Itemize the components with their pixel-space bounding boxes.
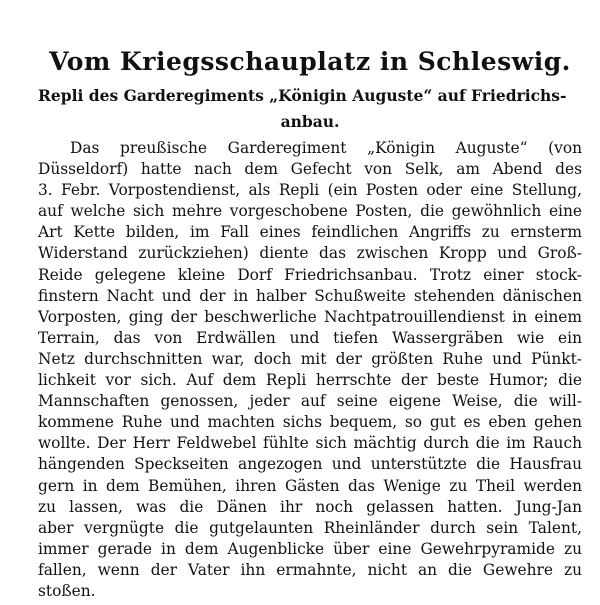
- body-line: hängenden Speckseiten angezogen und unterstützte die Hausfrau: [38, 455, 582, 474]
- body-line: Das preußische Garderegiment „Königin Auguste“ (von: [70, 139, 582, 157]
- article-subheadline-continuation: anbau.: [280, 112, 340, 131]
- body-line: Art Kette bilden, im Fall eines feindlichen Angriffs zu ernsterm: [38, 223, 582, 242]
- article-subheadline: Repli des Garderegiments „Königin Auguste“ auf Friedrichs-: [38, 86, 567, 105]
- body-line: auf welche sich mehre vorgeschobene Posten, die gewöhnlich eine: [38, 202, 582, 221]
- body-line: aber vergnügte die gutgelaunten Rheinländer durch sein Talent,: [38, 518, 582, 537]
- body-line: Vorposten, ging der beschwerliche Nachtpatrouillendienst in einem: [38, 307, 582, 326]
- body-line: wollte. Der Herr Feldwebel fühlte sich mächtig durch die im Rauch: [38, 434, 582, 453]
- body-line: Netz durchschnitten war, doch mit der größten Ruhe und Pünkt-: [38, 349, 582, 368]
- body-line: Terrain, das von Erdwällen und tiefen Wassergräben wie ein: [38, 328, 582, 347]
- body-line: kommene Ruhe und machten sichs bequem, so gut es eben gehen: [38, 413, 582, 432]
- body-line: gern in dem Bemühen, ihren Gästen das Wenige zu Theil werden: [38, 476, 582, 495]
- body-line: immer gerade in dem Augenblicke über eine Gewehrpyramide zu: [38, 539, 582, 558]
- body-line: finstern Nacht und der in halber Schußweite stehenden dänischen: [38, 286, 582, 305]
- body-line: Düsseldorf) hatte nach dem Gefecht von Selk, am Abend des: [38, 160, 582, 179]
- body-line: zu lassen, was die Dänen ihr noch gelassen hatten. Jung-Jan: [38, 497, 582, 516]
- body-line: lichkeit vor sich. Auf dem Repli herrschte der beste Humor; die: [38, 371, 582, 390]
- body-line: Widerstand zurückziehen) diente das zwischen Kropp und Groß-: [38, 244, 582, 263]
- body-line: fallen, wenn der Vater ihn ermahnte, nicht an die Gewehre zu: [38, 560, 582, 579]
- body-line: stoßen.: [38, 581, 96, 600]
- body-line: Reide gelegene kleine Dorf Friedrichsanbau. Trotz einer stock-: [38, 265, 582, 284]
- article-headline: Vom Kriegsschauplatz in Schleswig.: [49, 47, 571, 76]
- article-body: [38, 138, 582, 602]
- body-line: Mannschaften genossen, jeder auf seine eigene Weise, die will-: [38, 392, 582, 411]
- body-line: 3. Febr. Vorpostendienst, als Repli (ein Posten oder eine Stellung,: [38, 181, 582, 200]
